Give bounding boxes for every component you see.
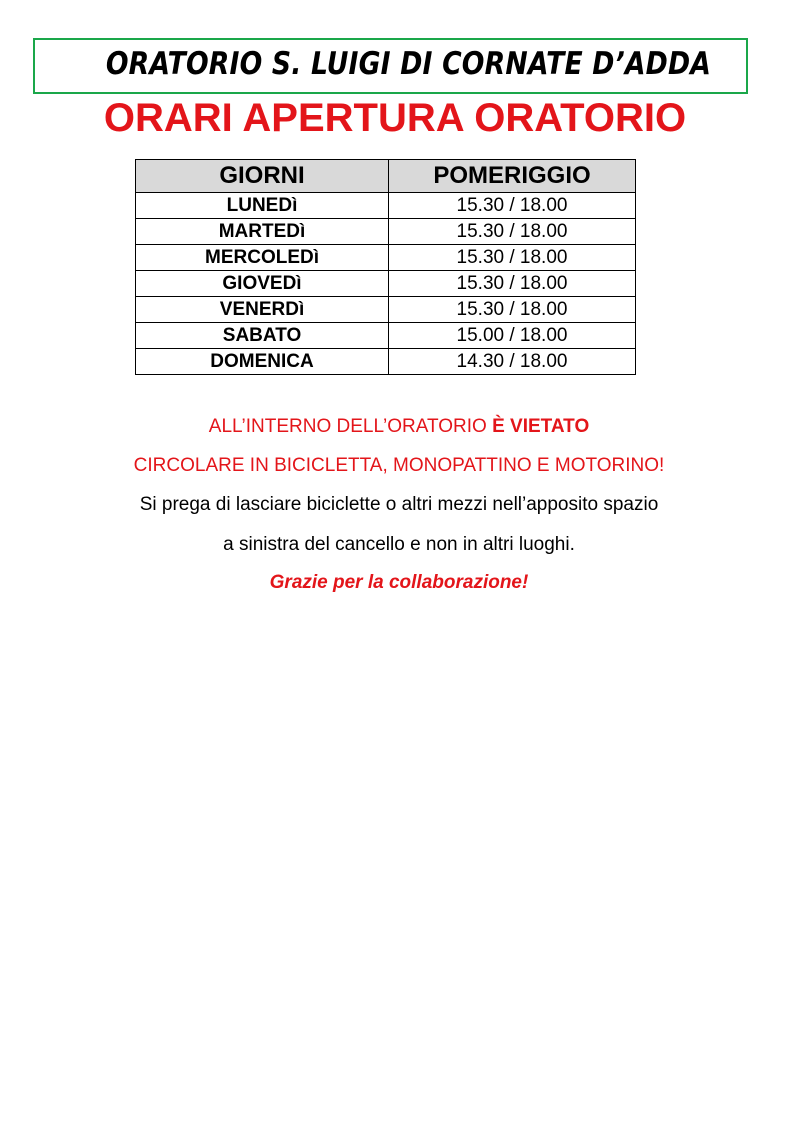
notice-line-parking: Si prega di lasciare biciclette o altri mezzi nell’apposito spazio [139,494,659,515]
table-row [136,271,636,297]
hours-cell: 15.30 / 18.00 [389,245,636,271]
column-header-afternoon: POMERIGGIO [389,160,636,193]
notice-prefix: ALL’INTERNO DELL’ORATORIO [208,416,493,437]
day-cell: LUNEDì [136,193,389,219]
thanks-text: Grazie per la collaborazione! [269,572,529,593]
table-row [136,349,636,375]
notice-line-prohibition [0,416,798,438]
hours-cell: 15.30 / 18.00 [389,193,636,219]
table-row [136,245,636,271]
day-cell: SABATO [136,323,389,349]
hours-cell: 15.30 / 18.00 [389,297,636,323]
table-row [136,219,636,245]
table-row [136,323,636,349]
hours-cell: 15.00 / 18.00 [389,323,636,349]
day-cell: DOMENICA [136,349,389,375]
org-title: ORATORIO S. LUIGI DI CORNATE D’ADDA [105,46,712,82]
notice-line-location: a sinistra del cancello e non in altri luoghi. [223,534,575,555]
hours-cell: 14.30 / 18.00 [389,349,636,375]
table-row [136,193,636,219]
notice-line-vehicles: CIRCOLARE IN BICICLETTA, MONOPATTINO E MOTORINO! [133,455,665,476]
notice-emphasis: È VIETATO [492,416,590,437]
column-header-days: GIORNI [136,160,389,193]
table-header-row [136,160,636,193]
schedule-table [135,159,636,375]
day-cell: MERCOLEDì [136,245,389,271]
day-cell: GIOVEDì [136,271,389,297]
hours-cell: 15.30 / 18.00 [389,219,636,245]
hours-cell: 15.30 / 18.00 [389,271,636,297]
day-cell: MARTEDì [136,219,389,245]
page-title: ORARI APERTURA ORATORIO [103,96,687,140]
day-cell: VENERDì [136,297,389,323]
table-row [136,297,636,323]
